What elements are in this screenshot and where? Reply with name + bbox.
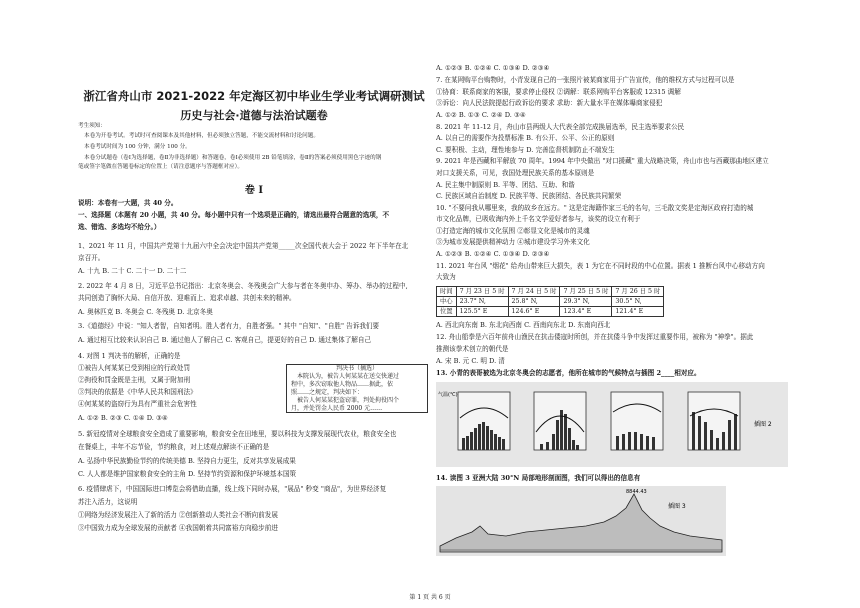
question-line: 大致为 bbox=[436, 273, 456, 281]
question-line: C. 要积极、主动，理性地参与 D. 完善监督机制防止不端发生 bbox=[436, 146, 615, 154]
question-line: 4. 对图 1 判决书的解析，正确的是 bbox=[78, 352, 181, 360]
notice-heading: 考生须知： bbox=[78, 123, 106, 129]
notice-line: 本卷考试时间为 100 分钟，满分 100 分。 bbox=[84, 144, 191, 150]
question-line: A. ①②③ B. ①②④ C. ①③④ D. ②③④ bbox=[436, 64, 550, 72]
judgment-box-line: 本院认为，被告人何某某在送交快递过 bbox=[297, 373, 400, 380]
question-line: 11. 2021 年台风 "烟花" 给舟山带来巨大损失，表 1 为它在不同时段的中心位置。据表 1 推断台风中心移动方向 bbox=[436, 262, 765, 270]
question-line: A. ①②③ B. ①②④ C. ①③④ D. ②③④ bbox=[436, 250, 550, 258]
question-line: 苏注入活力，这说明 bbox=[78, 498, 138, 506]
question-line: C. 民族区域自治制度 D. 民族平等、民族团结、各民族共同繁荣 bbox=[436, 192, 622, 200]
peak-elevation-label: 8844.43 bbox=[626, 489, 647, 495]
exam-subtitle: 历史与社会·道德与法治试题卷 bbox=[180, 109, 328, 122]
question-line: ②拘役和罚金既是主刑，又属于附加刑 bbox=[78, 376, 191, 384]
table-cell: 123.4° E bbox=[560, 307, 612, 317]
question-line: A. 弘扬中华民族勤俭节约的传统美德 B. 坚持自力更生，反对共享发展成果 bbox=[78, 457, 296, 465]
question-line: A. 宋 B. 元 C. 明 D. 清 bbox=[436, 357, 505, 365]
table-row bbox=[437, 307, 664, 317]
question-line: 10. "不要问我从哪里来，我的故乡在远方。" 这是定海籍作家三毛的名句，三毛散文奖是定海区政府打造的城 bbox=[436, 204, 754, 212]
question-line: ③中国致力成为全球发展的贡献者 ④我国朝着共同富裕方向稳步前进 bbox=[78, 524, 278, 532]
instruction-line: 一、选择题（本题有 20 小题，共 40 分。每小题中只有一个选项是正确的，请选出最符合题意的选项，不 bbox=[78, 211, 390, 219]
question-line: ①协商：联系商家的客服，要求停止侵权 ②调解：联系网购平台客服或 12315 调解 bbox=[436, 88, 681, 96]
question-line: 3.《道德经》中说："知人者智，自知者明。胜人者有力，自胜者强。" 其中 "自知"、"自胜" 告诉我们要 bbox=[78, 322, 380, 330]
question-line: 5. 新冠疫情对全球粮食安全造成了重要影响，粮食安全在田地里，要以科技为支撑发展现代农业，粮食安全也 bbox=[78, 430, 397, 438]
notice-line: 笔或签字笔做在答题卷标定的位置上（请注意题序与答题框对应）。 bbox=[78, 164, 244, 170]
fig2-label: 插图 2 bbox=[754, 421, 772, 428]
table-header: 时间 bbox=[437, 287, 457, 297]
question-line: ④何某某的盗窃行为具有严重社会危害性 bbox=[78, 400, 197, 408]
terrain-profile-figure bbox=[436, 486, 726, 556]
question-line: 推测该拳术创立的朝代是 bbox=[436, 345, 509, 353]
question-line: 8. 2021 年 11-12 月，舟山市县两级人大代表全部完成换届选举，民主选举要求公民 bbox=[436, 123, 685, 131]
table-cell: 29.3° N, bbox=[560, 297, 612, 307]
judgment-box-line: 月，并处罚金人民币 2000 元…… bbox=[291, 405, 383, 412]
question-line: 京召开。 bbox=[78, 254, 105, 262]
question-line: C. 人人都是维护国家粮食安全的主角 D. 坚持节约资源和保护环境基本国策 bbox=[78, 470, 297, 478]
question-line: ①网络为经济发展注入了新的活力 ②创新推动人类社会不断向前发展 bbox=[78, 511, 278, 519]
question-line: 14. 读图 3 亚洲大陆 30°N 局部地形剖面图，我们可以得出的信息有 bbox=[436, 474, 641, 482]
judgment-box-title: 判决书（摘选） bbox=[335, 365, 378, 372]
question-line: 在餐桌上，丰年不忘节俭，节约粮食，对上述观点解读不正确的是 bbox=[78, 443, 270, 451]
exam-title: 浙江省舟山市 2021-2022 年定海区初中毕业生学业考试调研测试 bbox=[83, 89, 425, 103]
judgment-box-line: 照……之规定，判决如下： bbox=[291, 389, 364, 396]
question-line: ③判决的依据是《中华人民共和国刑法》 bbox=[78, 388, 197, 396]
judgment-box-line: 被告人何某某犯盗窃罪，判处拘役四个 bbox=[297, 397, 400, 404]
typhoon-table bbox=[436, 286, 664, 317]
instruction-line: 选、错选、多选均不给分。） bbox=[78, 223, 161, 231]
question-line: 对口支援关系，可见，我国处理民族关系的基本原则是 bbox=[436, 169, 595, 177]
climate-charts-svg bbox=[436, 382, 788, 467]
question-line: ①打造定海的城市文化氛围 ②彰显文化是城市的灵魂 bbox=[436, 227, 590, 235]
question-line: A. 西北向东南 B. 东北向西南 C. 西南向东北 D. 东南向西北 bbox=[436, 321, 611, 329]
question-line: ③诉讼：向人民法院提起行政诉讼的要求 求助：新大量水平在媒体曝商家侵犯 bbox=[436, 99, 663, 107]
table-cell: 中心 bbox=[437, 297, 457, 307]
instruction-line: 说明：本卷有一大题，共 40 分。 bbox=[78, 199, 178, 207]
question-line: 13. 小青的表哥被选为北京冬奥会的志愿者，他所在城市的气候特点与插图 2____相对应。 bbox=[436, 369, 701, 377]
question-line: 1、2021 年 11 月，中国共产党第十九届六中全会决定中国共产党第_____次全国代表大会于 2022 年下半年在北 bbox=[78, 242, 409, 250]
question-line: 共同创造了胸怀大局、自信开放、迎难而上、追求卓越、共创未来的精神。 bbox=[78, 294, 296, 302]
table-header: 7 月 24 日 5 时 bbox=[508, 287, 560, 297]
question-line: ③为城市发展提供精神动力 ④城市建设学习外来文化 bbox=[436, 238, 590, 246]
climate-chart-4 bbox=[688, 392, 740, 450]
question-line: A. 奥林匹克 B. 冬奥会 C. 冬残奥 D. 北京冬奥 bbox=[78, 308, 213, 316]
section-title-juan1: 卷 I bbox=[244, 185, 264, 196]
question-line: 7. 在某网购平台购物时，小青发现自己的一张照片被某商家用于广告宣传，他的维权方式与过程可以是 bbox=[436, 76, 735, 84]
question-line: 市文化品牌，已吸收海内外上千名文学爱好者参与，该奖的设立有利于 bbox=[436, 215, 641, 223]
table-row bbox=[437, 287, 664, 297]
table-row bbox=[437, 297, 664, 307]
question-line: A. 十九 B. 二十 C. 二十一 D. 二十二 bbox=[78, 267, 187, 275]
climate-chart-2 bbox=[534, 392, 586, 450]
climate-chart-1 bbox=[458, 392, 510, 450]
question-line: 9. 2021 年是西藏和平解放 70 周年。1994 年中央做出 "对口援藏" 重大战略决策，舟山市也与西藏那曲地区建立 bbox=[436, 157, 769, 165]
table-cell: 125.5° E bbox=[456, 307, 508, 317]
table-cell: 124.6° E bbox=[508, 307, 560, 317]
table-header: 7 月 26 日 5 时 bbox=[612, 287, 664, 297]
question-line: A. 通过相互比较来认识自己 B. 通过他人了解自己 C. 客观自己，提更好的自己 D. 通过集体了解自己 bbox=[78, 336, 372, 344]
question-line: A. 民主集中制原则 B. 平等、团结、互助、和谐 bbox=[436, 181, 575, 189]
table-header: 7 月 25 日 5 时 bbox=[560, 287, 612, 297]
table-cell: 位置 bbox=[437, 307, 457, 317]
table-header: 7 月 23 日 5 时 bbox=[456, 287, 508, 297]
question-line: 12. 舟山船拳是六百年前舟山渔民在抗击倭寇时所创，并在抗倭斗争中发挥过重要作用，被称为 "神拳"。据此 bbox=[436, 333, 754, 341]
table-cell: 30.5° N, bbox=[612, 297, 664, 307]
climate-charts-figure bbox=[436, 382, 788, 467]
question-line: A. ①② B. ②③ C. ①④ D. ③④ bbox=[78, 414, 168, 422]
fig3-label: 插图 3 bbox=[668, 503, 686, 510]
notice-line: 本卷为开卷考试。考试时可查阅课本及其他材料，但必须独立答题，不能交流材料和讨论问题。 bbox=[84, 133, 319, 139]
climate-chart-3 bbox=[611, 392, 663, 450]
question-line: A. 以自己的需要作为投票标准 B. 有公开、公平、公正的原则 bbox=[436, 134, 615, 142]
notice-line: 本卷分试题卷（卷Ⅰ为选择题，卷Ⅱ为非选择题）和答题卷，卷Ⅰ必须使用 2B 铅笔填涂，卷Ⅱ的答案必须使用黑色字迹的钢 bbox=[84, 155, 382, 161]
terrain-profile-svg bbox=[436, 486, 726, 556]
page-footer: 第 1 页 共 6 页 bbox=[409, 594, 451, 601]
temp-axis-label: 气温(℃) bbox=[438, 392, 458, 398]
table-cell: 23.7° N, bbox=[456, 297, 508, 307]
table-cell: 25.8° N, bbox=[508, 297, 560, 307]
question-line: 6. 疫情肆虐下，中国国际进口博览会将借助直播，线上线下同时办展，"展品" 秒变 "商品"，为世界经济复 bbox=[78, 485, 387, 493]
judgment-box-line: 程中，多次窃取他人物品……据此，依 bbox=[291, 381, 394, 388]
judgment-box bbox=[286, 364, 428, 413]
table-cell: 121.4° E bbox=[612, 307, 664, 317]
question-line: ①被告人何某某已受到相应的行政处罚 bbox=[78, 364, 191, 372]
question-line: A. ①② B. ①③ C. ②④ D. ③④ bbox=[436, 111, 526, 119]
question-line: 2. 2022 年 4 月 8 日，习近平总书记指出：北京冬奥会、冬残奥会广大参与者在冬奥申办、筹办、举办的过程中, bbox=[78, 282, 408, 290]
